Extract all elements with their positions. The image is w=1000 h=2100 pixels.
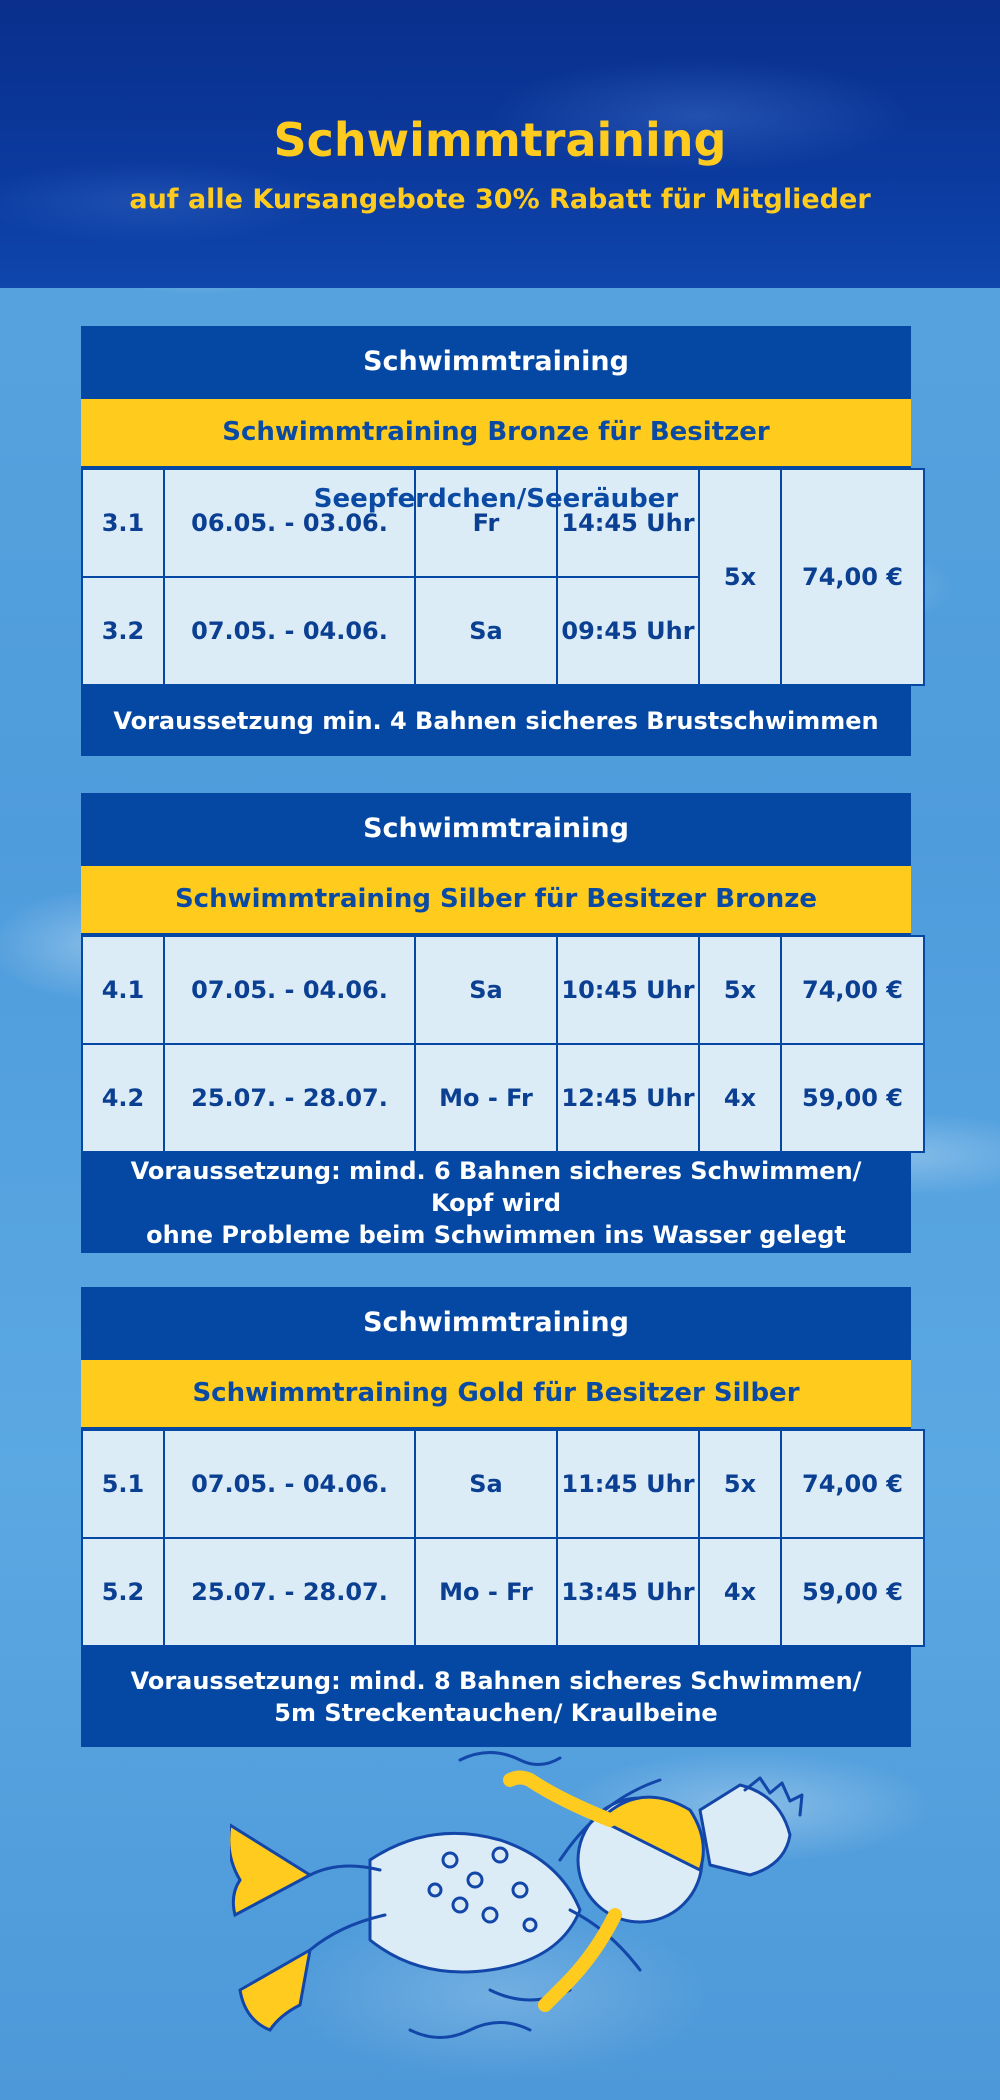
course-day: Fr — [415, 469, 557, 577]
course-header: Schwimmtraining — [81, 1287, 911, 1358]
course-time: 11:45 Uhr — [557, 1430, 699, 1538]
course-card-bronze — [81, 326, 911, 756]
course-schedule-table — [81, 935, 925, 1153]
page-header — [0, 0, 1000, 288]
course-requirement — [81, 686, 911, 756]
course-count: 5x — [699, 469, 781, 685]
course-header: Schwimmtraining — [81, 326, 911, 397]
table-row — [82, 1044, 924, 1152]
course-number: 4.1 — [82, 936, 164, 1044]
course-count: 5x — [699, 936, 781, 1044]
requirement-text-line1: Voraussetzung: mind. 8 Bahnen sicheres Schwimmen/ — [130, 1667, 862, 1695]
requirement-text-line1: Voraussetzung: mind. 6 Bahnen sicheres Schwimmen/ Kopf wird — [130, 1157, 862, 1217]
course-day: Mo - Fr — [415, 1538, 557, 1646]
course-requirement — [81, 1153, 911, 1253]
table-row — [82, 936, 924, 1044]
course-count: 4x — [699, 1538, 781, 1646]
course-day: Sa — [415, 936, 557, 1044]
course-dates: 25.07. - 28.07. — [164, 1044, 415, 1152]
course-card-gold — [81, 1287, 911, 1747]
course-price: 74,00 € — [781, 1430, 924, 1538]
page-subtitle: auf alle Kursangebote 30% Rabatt für Mitglieder — [129, 184, 871, 215]
course-price: 59,00 € — [781, 1044, 924, 1152]
course-day: Mo - Fr — [415, 1044, 557, 1152]
course-subtitle: Schwimmtraining Bronze für Besitzer Seepferdchen/Seeräuber — [81, 397, 911, 468]
course-count: 5x — [699, 1430, 781, 1538]
course-number: 5.1 — [82, 1430, 164, 1538]
course-requirement — [81, 1647, 911, 1747]
course-header: Schwimmtraining — [81, 793, 911, 864]
course-time: 12:45 Uhr — [557, 1044, 699, 1152]
course-subtitle: Schwimmtraining Silber für Besitzer Bronze — [81, 864, 911, 935]
course-number: 5.2 — [82, 1538, 164, 1646]
course-number: 4.2 — [82, 1044, 164, 1152]
course-price: 59,00 € — [781, 1538, 924, 1646]
course-price: 74,00 € — [781, 936, 924, 1044]
course-number: 3.1 — [82, 469, 164, 577]
requirement-text-line2: ohne Probleme beim Schwimmen ins Wasser gelegt — [146, 1221, 846, 1249]
course-subtitle: Schwimmtraining Gold für Besitzer Silber — [81, 1358, 911, 1429]
swimming-girl-illustration-icon — [230, 1740, 830, 2080]
requirement-text: Voraussetzung min. 4 Bahnen sicheres Brustschwimmen — [113, 707, 879, 735]
requirement-text-line2: 5m Streckentauchen/ Kraulbeine — [274, 1699, 718, 1727]
table-row — [82, 1430, 924, 1538]
course-schedule-table — [81, 1429, 925, 1647]
course-time: 13:45 Uhr — [557, 1538, 699, 1646]
course-price: 74,00 € — [781, 469, 924, 685]
course-day: Sa — [415, 1430, 557, 1538]
course-dates: 07.05. - 04.06. — [164, 936, 415, 1044]
course-dates: 07.05. - 04.06. — [164, 1430, 415, 1538]
course-day: Sa — [415, 577, 557, 685]
page-title: Schwimmtraining — [273, 113, 727, 167]
course-time: 09:45 Uhr — [557, 577, 699, 685]
table-row — [82, 1538, 924, 1646]
course-count: 4x — [699, 1044, 781, 1152]
course-time: 10:45 Uhr — [557, 936, 699, 1044]
course-dates: 07.05. - 04.06. — [164, 577, 415, 685]
course-time: 14:45 Uhr — [557, 469, 699, 577]
course-dates: 06.05. - 03.06. — [164, 469, 415, 577]
course-dates: 25.07. - 28.07. — [164, 1538, 415, 1646]
course-number: 3.2 — [82, 577, 164, 685]
course-card-silber — [81, 793, 911, 1253]
